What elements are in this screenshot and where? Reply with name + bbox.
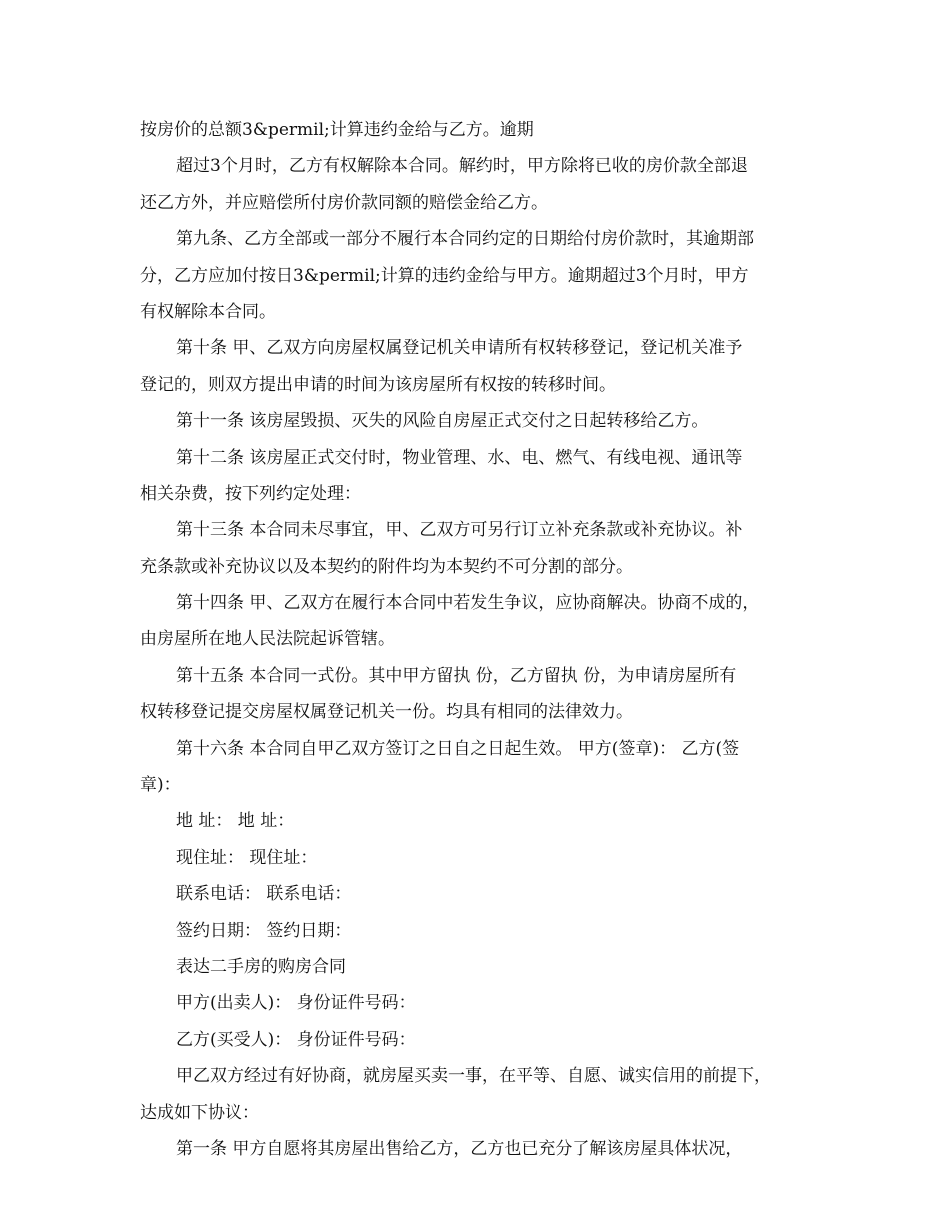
text-line: 第十五条 本合同一式份。其中甲方留执 份，乙方留执 份，为申请房屋所有 bbox=[176, 665, 737, 686]
text-line: 第一条 甲方自愿将其房屋出售给乙方，乙方也已充分了解该房屋具体状况， bbox=[176, 1138, 743, 1159]
text-line: 达成如下协议： bbox=[140, 1102, 259, 1123]
text-line: 甲方(出卖人)： 身份证件号码： bbox=[176, 993, 416, 1014]
text-line: 第十六条 本合同自甲乙双方签订之日自之日起生效。 甲方(签章)： 乙方(签 bbox=[176, 738, 740, 759]
text-line: 有权解除本合同。 bbox=[140, 301, 276, 322]
text-line: 还乙方外，并应赔偿所付房价款同额的赔偿金给乙方。 bbox=[140, 192, 548, 213]
text-line: 地 址： 地 址： bbox=[176, 811, 295, 832]
text-line: 章)： bbox=[140, 775, 181, 796]
text-line: 签约日期： 签约日期： bbox=[176, 920, 352, 941]
text-line: 乙方(买受人)： 身份证件号码： bbox=[176, 1029, 416, 1050]
text-line: 第九条、乙方全部或一部分不履行本合同约定的日期给付房价款时，其逾期部 bbox=[176, 229, 754, 250]
text-line: 登记的，则双方提出申请的时间为该房屋所有权按的转移时间。 bbox=[140, 374, 616, 395]
text-line: 权转移登记提交房屋权属登记机关一份。均具有相同的法律效力。 bbox=[140, 702, 633, 723]
text-line: 相关杂费，按下列约定处理： bbox=[140, 483, 361, 504]
document-body bbox=[140, 112, 830, 1167]
text-line: 第十三条 本合同未尽事宜，甲、乙双方可另行订立补充条款或补充协议。补 bbox=[176, 520, 743, 541]
text-line: 第十条 甲、乙双方向房屋权属登记机关申请所有权转移登记，登记机关准予 bbox=[176, 338, 743, 359]
text-line: 超过3个月时，乙方有权解除本合同。解约时，甲方除将已收的房价款全部退 bbox=[176, 156, 748, 177]
text-line: 分，乙方应加付按日3&permil;计算的违约金给与甲方。逾期超过3个月时，甲方 bbox=[140, 265, 749, 286]
text-line: 按房价的总额3&permil;计算违约金给与乙方。逾期 bbox=[140, 120, 534, 140]
text-line: 甲乙双方经过有好协商，就房屋买卖一事，在平等、自愿、诚实信用的前提下， bbox=[176, 1066, 771, 1087]
text-line: 第十四条 甲、乙双方在履行本合同中若发生争议，应协商解决。协商不成的， bbox=[176, 593, 760, 614]
text-line: 第十一条 该房屋毁损、灭失的风险自房屋正式交付之日起转移给乙方。 bbox=[176, 411, 709, 432]
text-line: 表达二手房的购房合同 bbox=[176, 956, 346, 977]
text-line: 由房屋所在地人民法院起诉管辖。 bbox=[140, 629, 395, 650]
text-line: 充条款或补充协议以及本契约的附件均为本契约不可分割的部分。 bbox=[140, 556, 633, 577]
text-line: 第十二条 该房屋正式交付时，物业管理、水、电、燃气、有线电视、通讯等 bbox=[176, 447, 743, 468]
text-line: 联系电话： 联系电话： bbox=[176, 884, 352, 905]
text-line: 现住址： 现住址： bbox=[176, 847, 318, 868]
